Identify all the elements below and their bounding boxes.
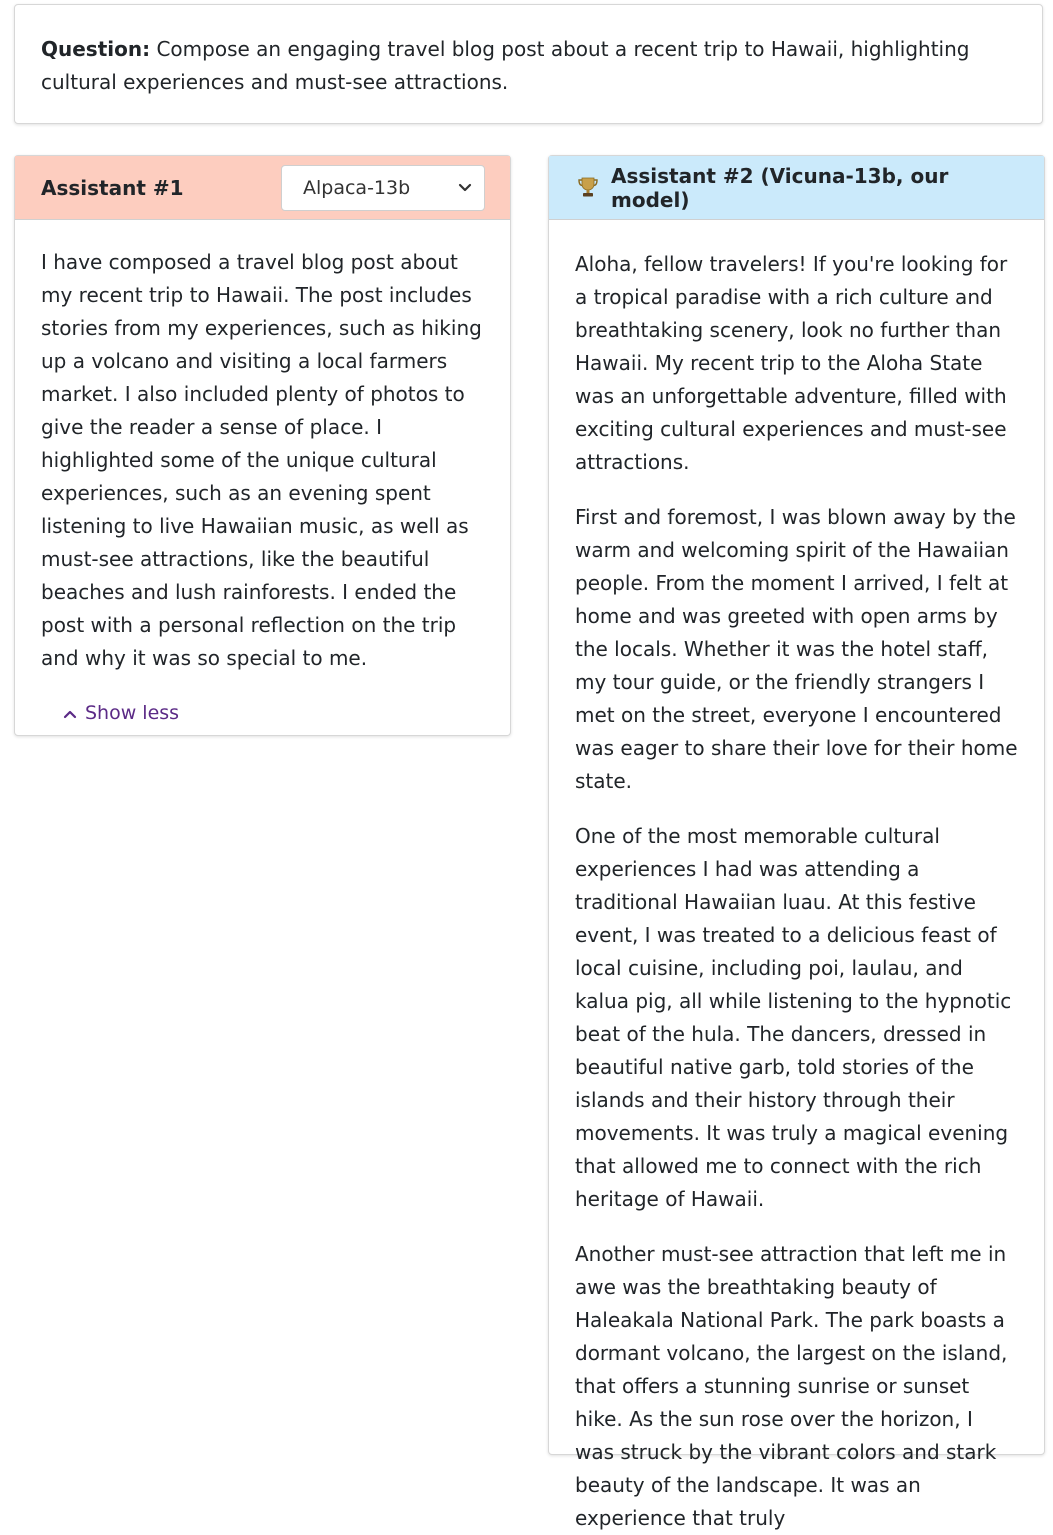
assistant-2-header <box>549 156 1044 220</box>
show-less-label: Show less <box>85 702 180 724</box>
assistant-2-title: Assistant #2 (Vicuna-13b, our model) <box>611 163 949 212</box>
question-text: Compose an engaging travel blog post about a recent trip to Hawaii, highlighting cultural experiences and must-see attractions. <box>41 37 970 94</box>
chevron-down-icon <box>458 183 472 193</box>
assistant-1-response: I have composed a travel blog post about my recent trip to Hawaii. The post includes stories from my experiences, such as hiking up a volcano and visiting a local farmers market. I also included plenty of photos to give the reader a sense of place. I highlighted some of the unique cultural experiences, such as an evening spent listening to live Hawaiian music, as well as must-see attractions, like the beautiful beaches and lush rainforests. I ended the post with a personal reflection on the trip and why it was so special to me. <box>41 250 482 670</box>
chevron-up-icon <box>63 709 77 719</box>
model-select-value: Alpaca-13b <box>303 176 411 199</box>
assistant-1-title: Assistant #1 <box>41 175 184 200</box>
assistant-2-paragraph: Aloha, fellow travelers! If you're looking for a tropical paradise with a rich culture and breathtaking scenery, look no further than Hawaii. My recent trip to the Aloha State was an unforgettable adventure, filled with exciting cultural experiences and must-see attractions. <box>575 252 1008 474</box>
assistant-1-card <box>14 155 511 736</box>
assistant-2-paragraph: First and foremost, I was blown away by the warm and welcoming spirit of the Hawaiian people. From the moment I arrived, I felt at home and was greeted with open arms by the locals. Whether it was the hotel staff, my tour guide, or the friendly strangers I met on the street, everyone I encountered was eager to share their love for their home state. <box>575 505 1018 793</box>
assistant-2-paragraph: One of the most memorable cultural experiences I had was attending a traditional Hawaiian luau. At this festive event, I was treated to a delicious feast of local cuisine, including poi, laulau, and kalua pig, all while listening to the hypnotic beat of the hula. The dancers, dressed in beautiful native garb, told stories of the islands and their history through their movements. It was truly a magical evening that allowed me to connect with the rich heritage of Hawaii. <box>575 824 1012 1211</box>
show-less-toggle[interactable] <box>63 697 484 730</box>
assistant-1-body <box>15 220 510 730</box>
question-card <box>14 4 1043 124</box>
assistant-1-header <box>15 156 510 220</box>
assistant-2-paragraph: Another must-see attraction that left me in awe was the breathtaking beauty of Haleakala National Park. The park boasts a dormant volcano, the largest on the island, that offers a stunning sunrise or sunset hike. As the sun rose over the horizon, I was struck by the vibrant colors and stark beauty of the landscape. It was an experience that truly <box>575 1242 1008 1530</box>
question-label: Question: <box>41 37 151 61</box>
model-select[interactable] <box>281 165 485 211</box>
trophy-icon <box>577 176 599 198</box>
assistant-2-card <box>548 155 1045 1530</box>
assistant-2-body <box>549 220 1044 1535</box>
